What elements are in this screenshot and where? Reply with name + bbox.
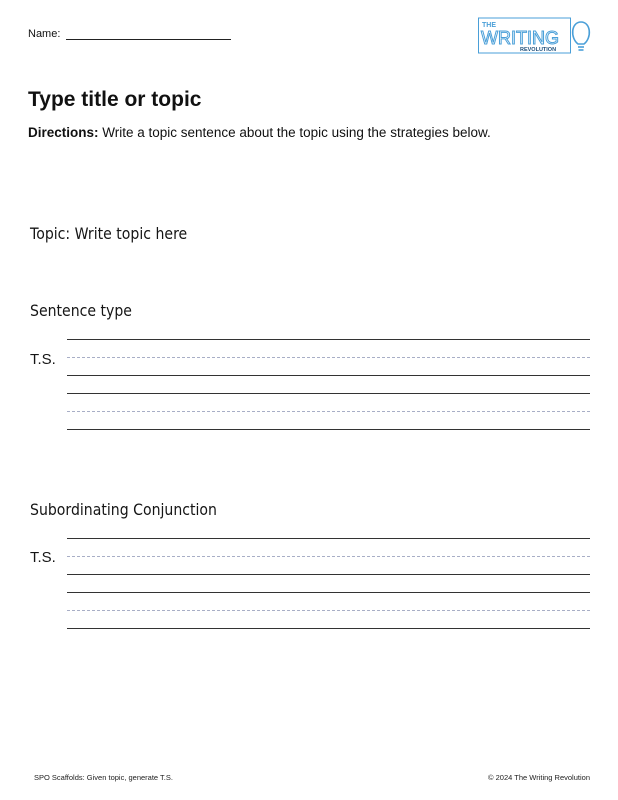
directions-label: Directions: — [28, 125, 99, 140]
writing-line-mid — [67, 411, 590, 412]
writing-revolution-logo — [478, 17, 593, 57]
writing-line-top — [67, 592, 590, 593]
writing-line-top — [67, 538, 590, 539]
logo-revolution: REVOLUTION — [520, 47, 557, 53]
writing-line-base — [67, 574, 590, 575]
ts-label: T.S. — [30, 351, 56, 368]
writing-line-top — [67, 393, 590, 394]
directions — [28, 125, 491, 140]
name-label: Name: — [28, 28, 61, 40]
page-title: Type title or topic — [28, 88, 202, 111]
writing-line-mid — [67, 357, 590, 358]
writing-line-base — [67, 628, 590, 629]
footer-caption: SPO Scaffolds: Given topic, generate T.S. — [34, 773, 173, 782]
lightbulb-icon — [573, 22, 590, 50]
logo-writing: WRITING — [481, 28, 559, 48]
ts-label: T.S. — [30, 549, 56, 566]
section-heading-subordinating-conjunction: Subordinating Conjunction — [30, 500, 217, 519]
topic-line: Topic: Write topic here — [30, 224, 188, 243]
writing-line-top — [67, 339, 590, 340]
name-field[interactable] — [66, 27, 231, 40]
writing-line-mid — [67, 556, 590, 557]
logo-the: THE — [482, 22, 496, 29]
footer-copyright: © 2024 The Writing Revolution — [488, 773, 590, 782]
directions-text: Write a topic sentence about the topic using the strategies below. — [98, 125, 491, 140]
writing-line-base — [67, 429, 590, 430]
writing-line-mid — [67, 610, 590, 611]
name-row — [28, 27, 231, 40]
writing-line-base — [67, 375, 590, 376]
section-heading-sentence-type: Sentence type — [30, 301, 132, 320]
